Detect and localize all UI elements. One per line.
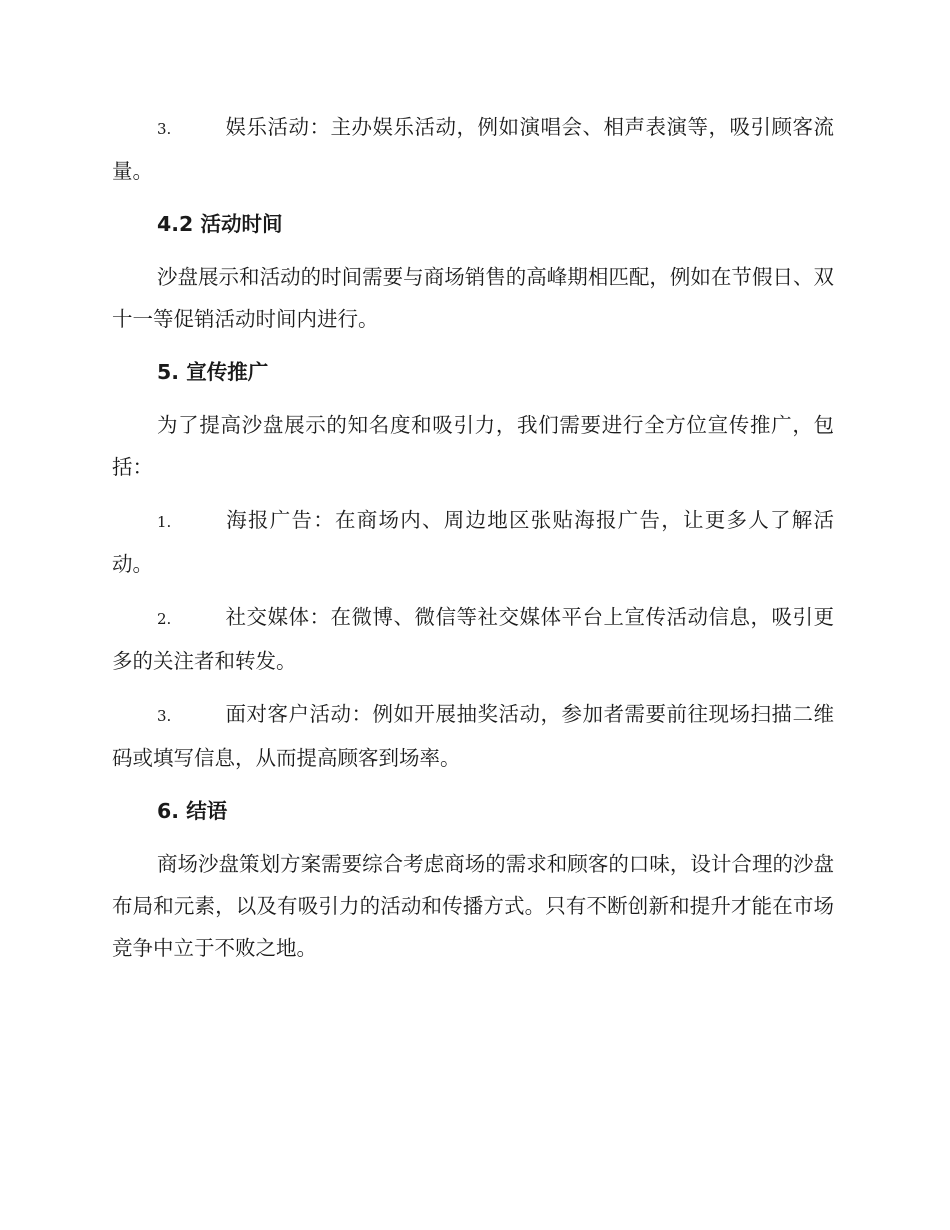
list-item-customer-activity	[112, 693, 834, 779]
paragraph-activity-time: 沙盘展示和活动的时间需要与商场销售的高峰期相匹配，例如在节假日、双十一等促销活动时间内进行。	[112, 265, 834, 331]
list-number: 3.	[157, 120, 172, 138]
list-text: 面对客户活动：例如开展抽奖活动，参加者需要前往现场扫描二维码或填写信息，从而提高顾客到场率。	[112, 702, 834, 770]
document-page	[112, 106, 834, 980]
section-heading-activity-time: 4.2 活动时间	[157, 212, 283, 236]
list-item-poster-ads	[112, 499, 834, 585]
paragraph-promotion-intro: 为了提高沙盘展示的知名度和吸引力，我们需要进行全方位宣传推广，包括：	[112, 413, 834, 479]
list-text: 海报广告：在商场内、周边地区张贴海报广告，让更多人了解活动。	[112, 508, 834, 576]
list-text: 社交媒体：在微博、微信等社交媒体平台上宣传活动信息，吸引更多的关注者和转发。	[112, 605, 834, 673]
section-heading-conclusion: 6. 结语	[157, 799, 228, 823]
list-number: 1.	[157, 513, 172, 531]
list-text: 娱乐活动：主办娱乐活动，例如演唱会、相声表演等，吸引顾客流量。	[112, 115, 834, 183]
list-item-social-media	[112, 596, 834, 682]
list-number: 3.	[157, 707, 172, 725]
paragraph-conclusion: 商场沙盘策划方案需要综合考虑商场的需求和顾客的口味，设计合理的沙盘布局和元素，以及有吸引力的活动和传播方式。只有不断创新和提升才能在市场竞争中立于不败之地。	[112, 852, 834, 960]
list-item-entertainment	[112, 106, 834, 192]
section-heading-promotion: 5. 宣传推广	[157, 360, 269, 384]
list-number: 2.	[157, 610, 172, 628]
